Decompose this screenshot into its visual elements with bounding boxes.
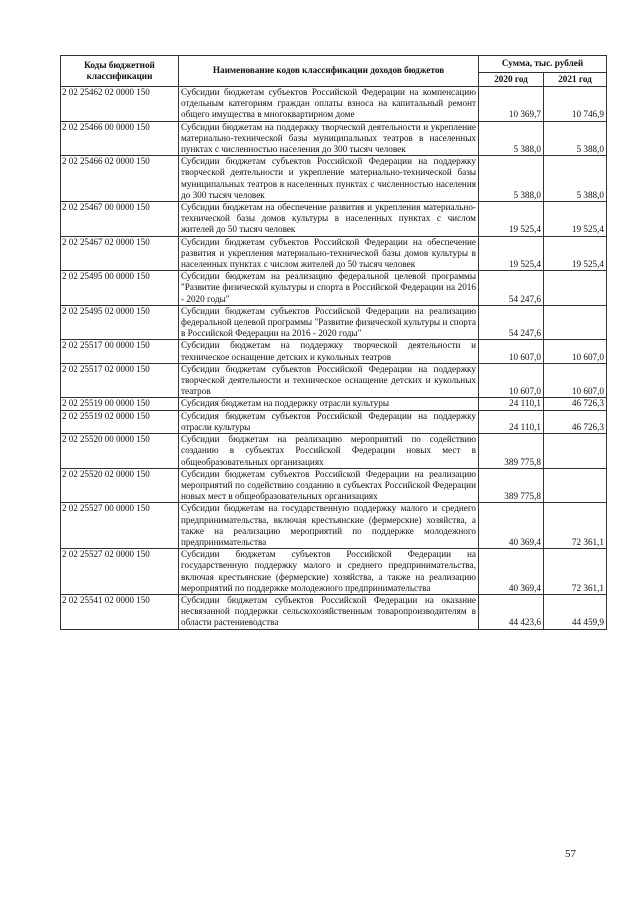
classification-code: 2 02 25519 02 0000 150 — [61, 410, 179, 433]
income-name: Субсидии бюджетам на реализацию федеральной целевой программы "Развитие физической культуры и спорта в Российской Федерации на 2016 - 2020 годы" — [179, 271, 479, 306]
income-name: Субсидии бюджетам на поддержку творческой деятельности и укрепление материально-технической базы муниципальных театров в населенных пунктах с численностью населения до 300 тысяч человек — [179, 121, 479, 156]
income-name: Субсидии бюджетам на реализацию мероприятий по содействию созданию в субъектах Российской Федерации новых мест в общеобразовательных организациях — [179, 434, 479, 469]
income-name: Субсидии бюджетам субъектов Российской Федерации на поддержку творческой деятельности и техническое оснащение детских и кукольных театров — [179, 363, 479, 398]
amount-2021: 46 726,3 — [544, 410, 607, 433]
table-row — [61, 398, 607, 410]
table-row — [61, 271, 607, 306]
amount-2021: 19 525,4 — [544, 236, 607, 271]
table-row — [61, 363, 607, 398]
header-year-2020: 2020 год — [479, 73, 544, 87]
classification-code: 2 02 25527 00 0000 150 — [61, 503, 179, 549]
amount-2021: 10 607,0 — [544, 363, 607, 398]
income-name: Субсидия бюджетам на поддержку отрасли культуры — [179, 398, 479, 410]
income-name: Субсидии бюджетам субъектов Российской Федерации на обеспечение развития и укрепления материально-технической базы домов культуры в населенных пунктах с числом жителей до 50 тысяч человек — [179, 236, 479, 271]
classification-code: 2 02 25495 00 0000 150 — [61, 271, 179, 306]
page-number: 57 — [565, 848, 576, 860]
amount-2020: 389 775,8 — [479, 434, 544, 469]
amount-2020: 10 607,0 — [479, 363, 544, 398]
table-row — [61, 594, 607, 629]
table-body — [61, 87, 607, 630]
income-name: Субсидии бюджетам на государственную поддержку малого и среднего предпринимательства, включая крестьянские (фермерские) хозяйства, а также на реализацию мероприятий по поддержке молодежного предпринимательства — [179, 503, 479, 549]
income-name: Субсидии бюджетам субъектов Российской Федерации на компенсацию отдельным категориям граждан оплаты взноса на капитальный ремонт общего имущества в многоквартирном доме — [179, 87, 479, 122]
income-name: Субсидии бюджетам субъектов Российской Федерации на поддержку творческой деятельности и укрепление материально-технической базы муниципальных театров в населенных пунктах с численностью населения до 300 тысяч человек — [179, 156, 479, 202]
amount-2020: 54 247,6 — [479, 271, 544, 306]
classification-code: 2 02 25520 02 0000 150 — [61, 468, 179, 503]
income-name: Субсидии бюджетам субъектов Российской Федерации на реализацию мероприятий по содействию созданию в субъектах Российской Федерации новых мест в общеобразовательных организациях — [179, 468, 479, 503]
income-name: Субсидии бюджетам на обеспечение развития и укрепления материально-технической базы домов культуры в населенных пунктах с числом жителей до 50 тысяч человек — [179, 202, 479, 237]
amount-2020: 5 388,0 — [479, 156, 544, 202]
table-row — [61, 340, 607, 363]
table-row — [61, 410, 607, 433]
classification-code: 2 02 25467 02 0000 150 — [61, 236, 179, 271]
income-name: Субсидия бюджетам субъектов Российской Федерации на поддержку отрасли культуры — [179, 410, 479, 433]
classification-code: 2 02 25466 00 0000 150 — [61, 121, 179, 156]
amount-2021 — [544, 271, 607, 306]
amount-2020: 24 110,1 — [479, 398, 544, 410]
amount-2020: 40 369,4 — [479, 549, 544, 595]
classification-code: 2 02 25467 00 0000 150 — [61, 202, 179, 237]
classification-code: 2 02 25527 02 0000 150 — [61, 549, 179, 595]
amount-2021: 10 746,9 — [544, 87, 607, 122]
table-row — [61, 202, 607, 237]
amount-2021: 5 388,0 — [544, 121, 607, 156]
amount-2020: 19 525,4 — [479, 236, 544, 271]
classification-code: 2 02 25517 02 0000 150 — [61, 363, 179, 398]
amount-2021: 72 361,1 — [544, 549, 607, 595]
table-row — [61, 87, 607, 122]
classification-code: 2 02 25520 00 0000 150 — [61, 434, 179, 469]
amount-2020: 24 110,1 — [479, 410, 544, 433]
amount-2021: 44 459,9 — [544, 594, 607, 629]
table-row — [61, 121, 607, 156]
table-row — [61, 156, 607, 202]
amount-2020: 19 525,4 — [479, 202, 544, 237]
income-name: Субсидии бюджетам субъектов Российской Федерации на реализацию федеральной целевой программы "Развитие физической культуры и спорта в Российской Федерации на 2016 - 2020 годы" — [179, 305, 479, 340]
amount-2021: 19 525,4 — [544, 202, 607, 237]
table-row — [61, 468, 607, 503]
income-name: Субсидии бюджетам субъектов Российской Федерации на государственную поддержку малого и среднего предпринимательства, включая крестьянские (фермерские) хозяйства, а также на реализацию мероприятий по поддержке молодежного предпринимательства — [179, 549, 479, 595]
classification-code: 2 02 25462 02 0000 150 — [61, 87, 179, 122]
income-name: Субсидии бюджетам на поддержку творческой деятельности и техническое оснащение детских и кукольных театров — [179, 340, 479, 363]
table-row — [61, 549, 607, 595]
classification-code: 2 02 25466 02 0000 150 — [61, 156, 179, 202]
classification-code: 2 02 25519 00 0000 150 — [61, 398, 179, 410]
table-row — [61, 434, 607, 469]
amount-2020: 10 607,0 — [479, 340, 544, 363]
amount-2021 — [544, 468, 607, 503]
classification-code: 2 02 25495 02 0000 150 — [61, 305, 179, 340]
amount-2020: 10 369,7 — [479, 87, 544, 122]
table-row — [61, 503, 607, 549]
amount-2021: 5 388,0 — [544, 156, 607, 202]
amount-2020: 389 775,8 — [479, 468, 544, 503]
income-name: Субсидии бюджетам субъектов Российской Федерации на оказание несвязанной поддержки сельскохозяйственным товаропроизводителям в области растениеводства — [179, 594, 479, 629]
classification-code: 2 02 25541 02 0000 150 — [61, 594, 179, 629]
amount-2020: 40 369,4 — [479, 503, 544, 549]
table-row — [61, 305, 607, 340]
table-row — [61, 236, 607, 271]
amount-2021 — [544, 434, 607, 469]
amount-2021: 46 726,3 — [544, 398, 607, 410]
header-sum: Сумма, тыс. рублей — [479, 56, 607, 73]
amount-2020: 5 388,0 — [479, 121, 544, 156]
header-year-2021: 2021 год — [544, 73, 607, 87]
amount-2020: 44 423,6 — [479, 594, 544, 629]
header-name: Наименование кодов классификации доходов бюджетов — [179, 56, 479, 87]
budget-income-table — [60, 55, 607, 630]
amount-2020: 54 247,6 — [479, 305, 544, 340]
classification-code: 2 02 25517 00 0000 150 — [61, 340, 179, 363]
table-header — [61, 56, 607, 87]
header-codes: Коды бюджетной классификации — [61, 56, 179, 87]
amount-2021: 10 607,0 — [544, 340, 607, 363]
amount-2021: 72 361,1 — [544, 503, 607, 549]
amount-2021 — [544, 305, 607, 340]
